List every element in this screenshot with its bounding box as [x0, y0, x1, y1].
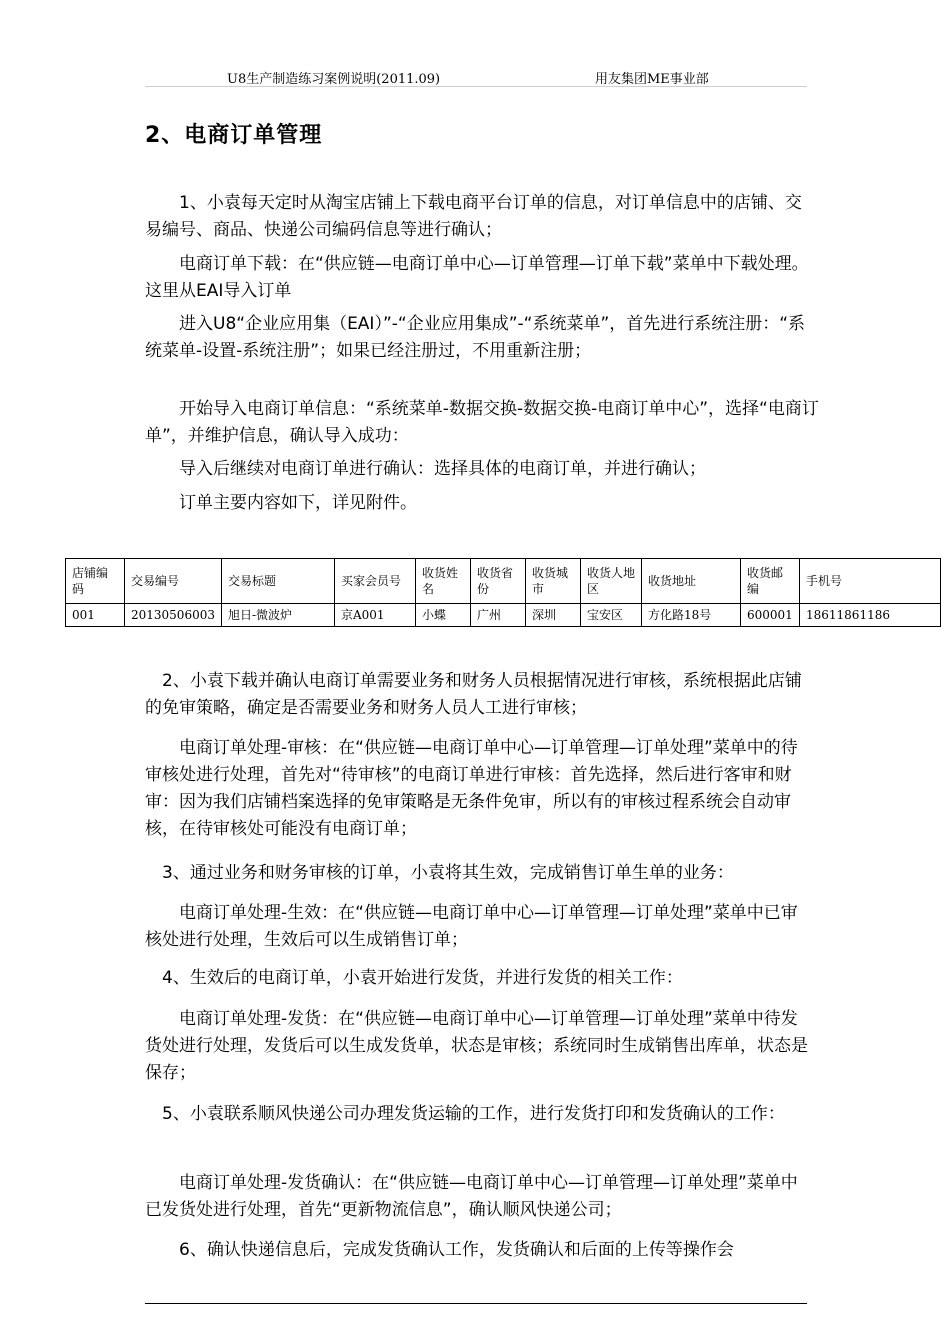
table-cell: 旭日-微波炉 — [222, 604, 335, 627]
paragraph: 进入U8“企业应用集（EAI）”-“企业应用集成”-“系统菜单”，首先进行系统注册：“系统菜单-设置-系统注册”；如果已经注册过，不用重新注册； — [145, 314, 806, 361]
table-header-row — [66, 559, 941, 604]
table-cell: 001 — [66, 604, 125, 627]
table-cell: 600001 — [741, 604, 800, 627]
table-cell: 18611861186 — [800, 604, 941, 627]
order-table — [65, 558, 941, 627]
footer-divider — [145, 1303, 807, 1304]
table-header-cell: 收货人地区 — [581, 559, 642, 604]
table-cell: 小蝶 — [416, 604, 471, 627]
paragraph: 电商订单处理-审核：在“供应链—电商订单中心—订单管理—订单处理”菜单中的待审核处进行处理，首先对“待审核”的电商订单进行审核：首先选择，然后进行客审和财审：因为我们店铺档案选择的免审策略是无条件免审，所以有的审核过程系统会自动审核，在待审核处可能没有电商订单； — [145, 738, 798, 839]
paragraph: 导入后继续对电商订单进行确认：选择具体的电商订单，并进行确认； — [145, 459, 706, 479]
paragraph: 2、小袁下载并确认电商订单需要业务和财务人员根据情况进行审核，系统根据此店铺的免审策略，确定是否需要业务和财务人员人工进行审核； — [145, 671, 802, 718]
paragraph: 订单主要内容如下，详见附件。 — [145, 493, 417, 513]
paragraph: 1、小袁每天定时从淘宝店铺上下载电商平台订单的信息，对订单信息中的店铺、交易编号、商品、快递公司编码信息等进行确认； — [145, 193, 802, 240]
table-cell: 方化路18号 — [642, 604, 741, 627]
header-doc-title: U8生产制造练习案例说明(2011.09) — [227, 72, 441, 87]
table-header-cell: 店铺编码 — [66, 559, 125, 604]
paragraph: 电商订单处理-发货：在“供应链—电商订单中心—订单管理—订单处理”菜单中待发货处进行处理，发货后可以生成发货单，状态是审核；系统同时生成销售出库单，状态是保存； — [145, 1009, 808, 1083]
table-cell: 20130506003 — [125, 604, 222, 627]
table-header-cell: 收货省份 — [471, 559, 526, 604]
paragraph: 电商订单处理-发货确认：在“供应链—电商订单中心—订单管理—订单处理”菜单中已发货处进行处理，首先“更新物流信息”，确认顺风快递公司； — [145, 1173, 798, 1220]
header-org-name: 用友集团ME事业部 — [595, 72, 709, 87]
table-row — [66, 604, 941, 627]
table-header-cell: 手机号 — [800, 559, 941, 604]
paragraph: 3、通过业务和财务审核的订单，小袁将其生效，完成销售订单生单的业务： — [145, 863, 734, 883]
table-header-cell: 收货邮编 — [741, 559, 800, 604]
table-header-cell: 收货城市 — [526, 559, 581, 604]
table-header-cell: 交易标题 — [222, 559, 335, 604]
section-title: 2、电商订单管理 — [145, 123, 323, 148]
paragraph: 6、确认快递信息后，完成发货确认工作，发货确认和后面的上传等操作会 — [145, 1240, 734, 1260]
table-cell: 宝安区 — [581, 604, 642, 627]
table-cell: 京A001 — [335, 604, 416, 627]
table-cell: 深圳 — [526, 604, 581, 627]
table-header-cell: 收货姓名 — [416, 559, 471, 604]
table-header-cell: 买家会员号 — [335, 559, 416, 604]
table-header-cell: 收货地址 — [642, 559, 741, 604]
table-cell: 广州 — [471, 604, 526, 627]
paragraph: 开始导入电商订单信息：“系统菜单-数据交换-数据交换-电商订单中心”，选择“电商订单”，并维护信息，确认导入成功： — [145, 399, 819, 446]
paragraph: 4、生效后的电商订单，小袁开始进行发货，并进行发货的相关工作： — [145, 968, 683, 988]
page-header — [145, 62, 807, 87]
table-header-cell: 交易编号 — [125, 559, 222, 604]
paragraph: 5、小袁联系顺风快递公司办理发货运输的工作，进行发货打印和发货确认的工作： — [145, 1104, 785, 1124]
paragraph: 电商订单下载：在“供应链—电商订单中心—订单管理—订单下载”菜单中下载处理。这里从EAI导入订单 — [145, 254, 809, 301]
paragraph: 电商订单处理-生效：在“供应链—电商订单中心—订单管理—订单处理”菜单中已审核处进行处理，生效后可以生成销售订单； — [145, 903, 798, 950]
